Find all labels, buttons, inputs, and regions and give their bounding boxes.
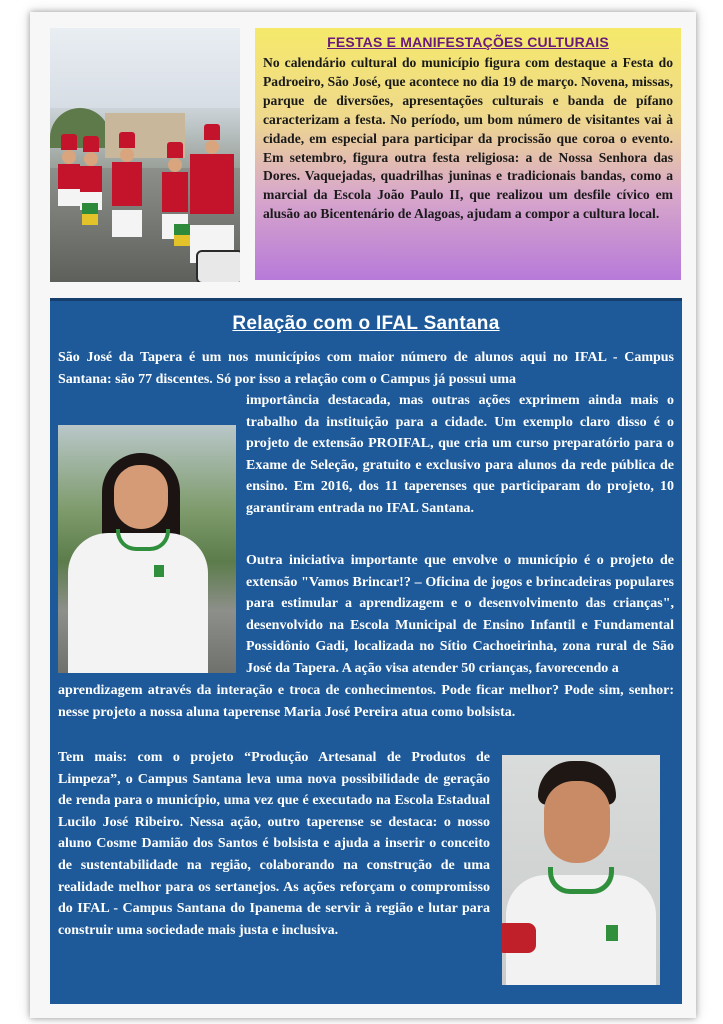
ifal-paragraph-vamos-brincar: Outra iniciativa importante que envolve o município é o projeto de extensão "Vamos Brincar!? – Oficina de jogos e brincadeiras populares para estimular a aprendizagem e o desenvolvimento das crianças", desenvolvido na Escola Municipal de Ensino Infantil e Fundamental Possidônio Gadi, localizada no Sítio Cachoeirinha, zona rural de São José da Tapera. A ação visa atender 50 crianças, favorecendo a [246,553,674,676]
flag-icon [174,224,190,246]
festas-section [255,28,681,280]
festas-text: No calendário cultural do município figura com destaque a Festa do Padroeiro, São José, que acontece no dia 19 de março. Novena, missas, parque de diversões, apresentações culturais e banda de pífano caracterizam a festa. No período, um bom número de visitantes vai à cidade, em especial para participar da procissão que coroa o evento. Em setembro, figura outra festa religiosa: a de Nossa Senhora das Dores. Vaquejadas, quadrilhas juninas e tradicionais bandas, como a marcial da Escola João Paulo II, que realizou um desfile cívico em alusão ao Bicentenário de Alagoas, ajudam a compor a cultura local. [263,55,673,222]
ifal-paragraph-bolsista: aprendizagem através da interação e troca de conhecimentos. Pode ficar melhor? Pode sim, senhor: nesse projeto a nossa aluna taperense Maria José Pereira atua como bolsista. [58,683,674,720]
marcher-figure [112,146,142,256]
flag-icon [82,203,98,225]
student-photo-girl [58,425,236,673]
marcher-figure [58,148,80,218]
parade-photo [50,28,240,282]
ifal-title: Relação com o IFAL Santana [232,313,500,334]
photo-tree [50,108,110,148]
photo-sky [50,28,240,108]
ifal-paragraph-limpeza: Tem mais: com o projeto “Produção Artesanal de Produtos de Limpeza”, o Campus Santana leva uma nova possibilidade de geração de renda para o município, uma vez que é executado na Escola Estadual Lucilo José Ribeiro. Nessa ação, outro taperense se destaca: o nosso aluno Cosme Damião dos Santos é bolsista e ajuda a inserir o conceito de sustentabilidade na região, colaborando na construção de uma realidade melhor para os sertanejos. As ações reforçam o compromisso do IFAL - Campus Santana do Ipanema de servir à região e lutar para construir uma sociedade mais justa e inclusiva. [58,750,490,938]
festas-title: FESTAS E MANIFESTAÇÕES CULTURAIS [327,34,609,50]
ifal-paragraph-proifal: importância destacada, mas outras ações exprimem ainda mais o trabalho da instituição para a cidade. Um exemplo claro disso é o projeto de extensão PROIFAL, que cria um curso preparatório para o Exame de Seleção, gratuito e exclusivo para alunos da rede pública de ensino. Em 2016, dos 11 taperenses que participaram do projeto, 10 garantiram entrada no IFAL Santana. [246,393,674,516]
ifal-section [50,298,682,1004]
ifal-paragraph-intro: São José da Tapera é um nos municípios com maior número de alunos aqui no IFAL - Campus Santana: são 77 discentes. Só por isso a relação com o Campus já possui uma [58,350,674,387]
student-photo-boy [502,755,660,985]
drum-icon [196,250,240,282]
